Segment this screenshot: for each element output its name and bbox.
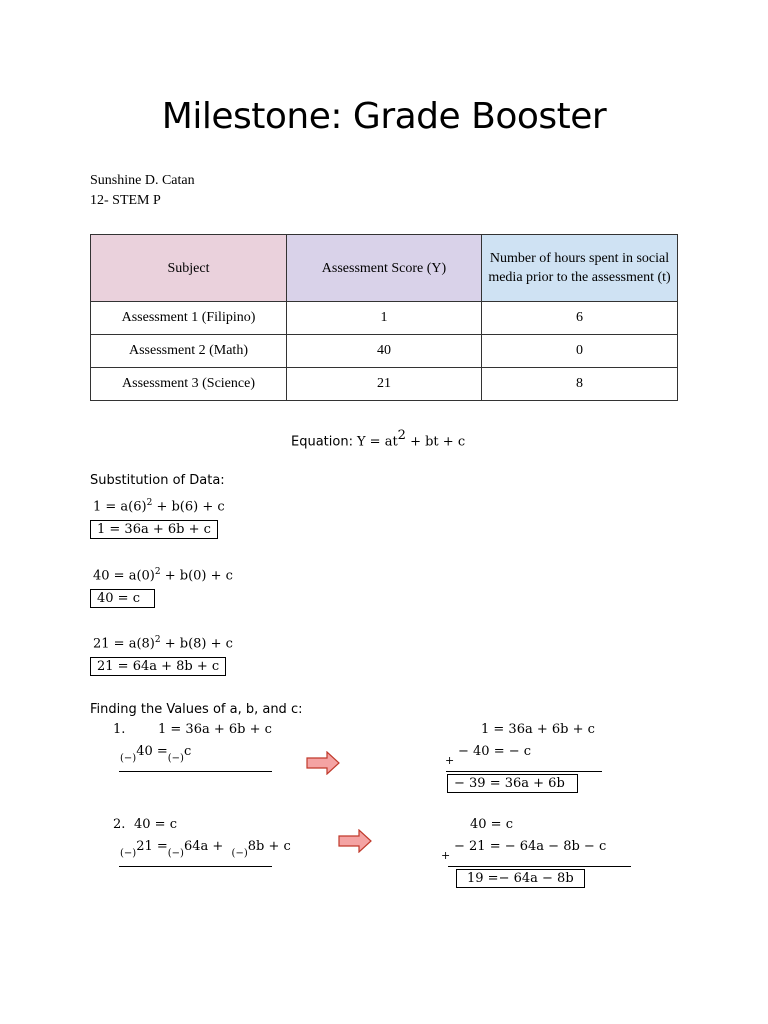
divider-line bbox=[448, 866, 631, 867]
step1-right-eq1: 1 = 36a + 6b + c bbox=[481, 722, 595, 737]
cell-subject: Assessment 2 (Math) bbox=[91, 335, 287, 368]
sub-line-text: 40 = a(0) bbox=[93, 568, 155, 584]
divider-line bbox=[119, 771, 272, 772]
step2-eq1: 40 = c bbox=[134, 817, 177, 832]
boxed-equation: 40 = c bbox=[90, 589, 155, 608]
minus-sign: (−) bbox=[231, 848, 248, 859]
equation-lhs: Y = at bbox=[356, 434, 398, 450]
minus-sign: (−) bbox=[167, 753, 184, 764]
eq-text: 40 = bbox=[136, 744, 168, 759]
boxed-equation: − 39 = 36a + 6b bbox=[447, 774, 578, 793]
cell-hours: 0 bbox=[482, 335, 678, 368]
step2-eq2 bbox=[120, 839, 291, 859]
boxed-equation: 19 =− 64a − 8b bbox=[456, 869, 585, 888]
equation bbox=[291, 428, 465, 450]
step1-eq2 bbox=[120, 744, 192, 764]
substitution-line-1 bbox=[93, 498, 225, 514]
eq-text: 64a + bbox=[183, 839, 224, 854]
substitution-line-2 bbox=[93, 567, 233, 583]
sub-line-text: 1 = a(6) bbox=[93, 499, 147, 515]
step2-right-eq2: − 21 = − 64a − 8b − c bbox=[454, 839, 607, 854]
sub-line-text: + b(6) + c bbox=[152, 499, 225, 515]
equation-exponent: 2 bbox=[397, 428, 406, 443]
boxed-equation: 21 = 64a + 8b + c bbox=[90, 657, 226, 676]
sub-line-exp: 2 bbox=[154, 567, 161, 577]
cell-subject: Assessment 3 (Science) bbox=[91, 368, 287, 401]
divider-line bbox=[119, 866, 272, 867]
author-name: Sunshine D. Catan bbox=[90, 173, 195, 188]
substitution-line-3 bbox=[93, 635, 233, 651]
plus-sign: + bbox=[445, 754, 455, 767]
step2-number: 2. bbox=[113, 817, 126, 832]
cell-subject: Assessment 1 (Filipino) bbox=[91, 302, 287, 335]
header-score: Assessment Score (Y) bbox=[287, 235, 482, 302]
header-hours: Number of hours spent in social media prior to the assessment (t) bbox=[482, 235, 678, 302]
finding-heading: Finding the Values of a, b, and c: bbox=[90, 702, 303, 717]
table-row bbox=[91, 368, 678, 401]
sub-line-text: 21 = a(8) bbox=[93, 636, 155, 652]
substitution-result-2 bbox=[90, 589, 155, 608]
step1-result bbox=[447, 774, 578, 793]
arrow-right-icon bbox=[306, 751, 340, 775]
minus-sign: (−) bbox=[120, 753, 137, 764]
substitution-result-3 bbox=[90, 657, 226, 676]
step1-number: 1. bbox=[113, 722, 126, 737]
divider-line bbox=[446, 771, 602, 772]
cell-score: 21 bbox=[287, 368, 482, 401]
cell-score: 1 bbox=[287, 302, 482, 335]
eq-text: 21 = bbox=[136, 839, 168, 854]
cell-hours: 8 bbox=[482, 368, 678, 401]
equation-rhs: + bt + c bbox=[405, 434, 466, 450]
section-label: 12- STEM P bbox=[90, 193, 161, 208]
sub-line-exp: 2 bbox=[154, 635, 161, 645]
sub-line-exp: 2 bbox=[146, 498, 153, 508]
page-title: Milestone: Grade Booster bbox=[161, 96, 607, 137]
header-subject: Subject bbox=[91, 235, 287, 302]
table-row bbox=[91, 335, 678, 368]
sub-line-text: + b(0) + c bbox=[160, 568, 233, 584]
substitution-result-1 bbox=[90, 520, 218, 539]
step2-result bbox=[456, 869, 585, 888]
minus-sign: (−) bbox=[167, 848, 184, 859]
plus-sign: + bbox=[441, 849, 451, 862]
cell-score: 40 bbox=[287, 335, 482, 368]
eq-text: 8b + c bbox=[247, 839, 291, 854]
step2-right-eq1: 40 = c bbox=[470, 817, 513, 832]
data-table bbox=[90, 234, 678, 401]
equation-label: Equation: bbox=[291, 434, 353, 450]
step1-eq1: 1 = 36a + 6b + c bbox=[158, 722, 272, 737]
table-row bbox=[91, 302, 678, 335]
table-header-row bbox=[91, 235, 678, 302]
eq-text: c bbox=[183, 744, 192, 759]
minus-sign: (−) bbox=[120, 848, 137, 859]
substitution-heading: Substitution of Data: bbox=[90, 473, 225, 488]
boxed-equation: 1 = 36a + 6b + c bbox=[90, 520, 218, 539]
sub-line-text: + b(8) + c bbox=[160, 636, 233, 652]
arrow-right-icon bbox=[338, 829, 372, 853]
cell-hours: 6 bbox=[482, 302, 678, 335]
step1-right-eq2: − 40 = − c bbox=[458, 744, 532, 759]
